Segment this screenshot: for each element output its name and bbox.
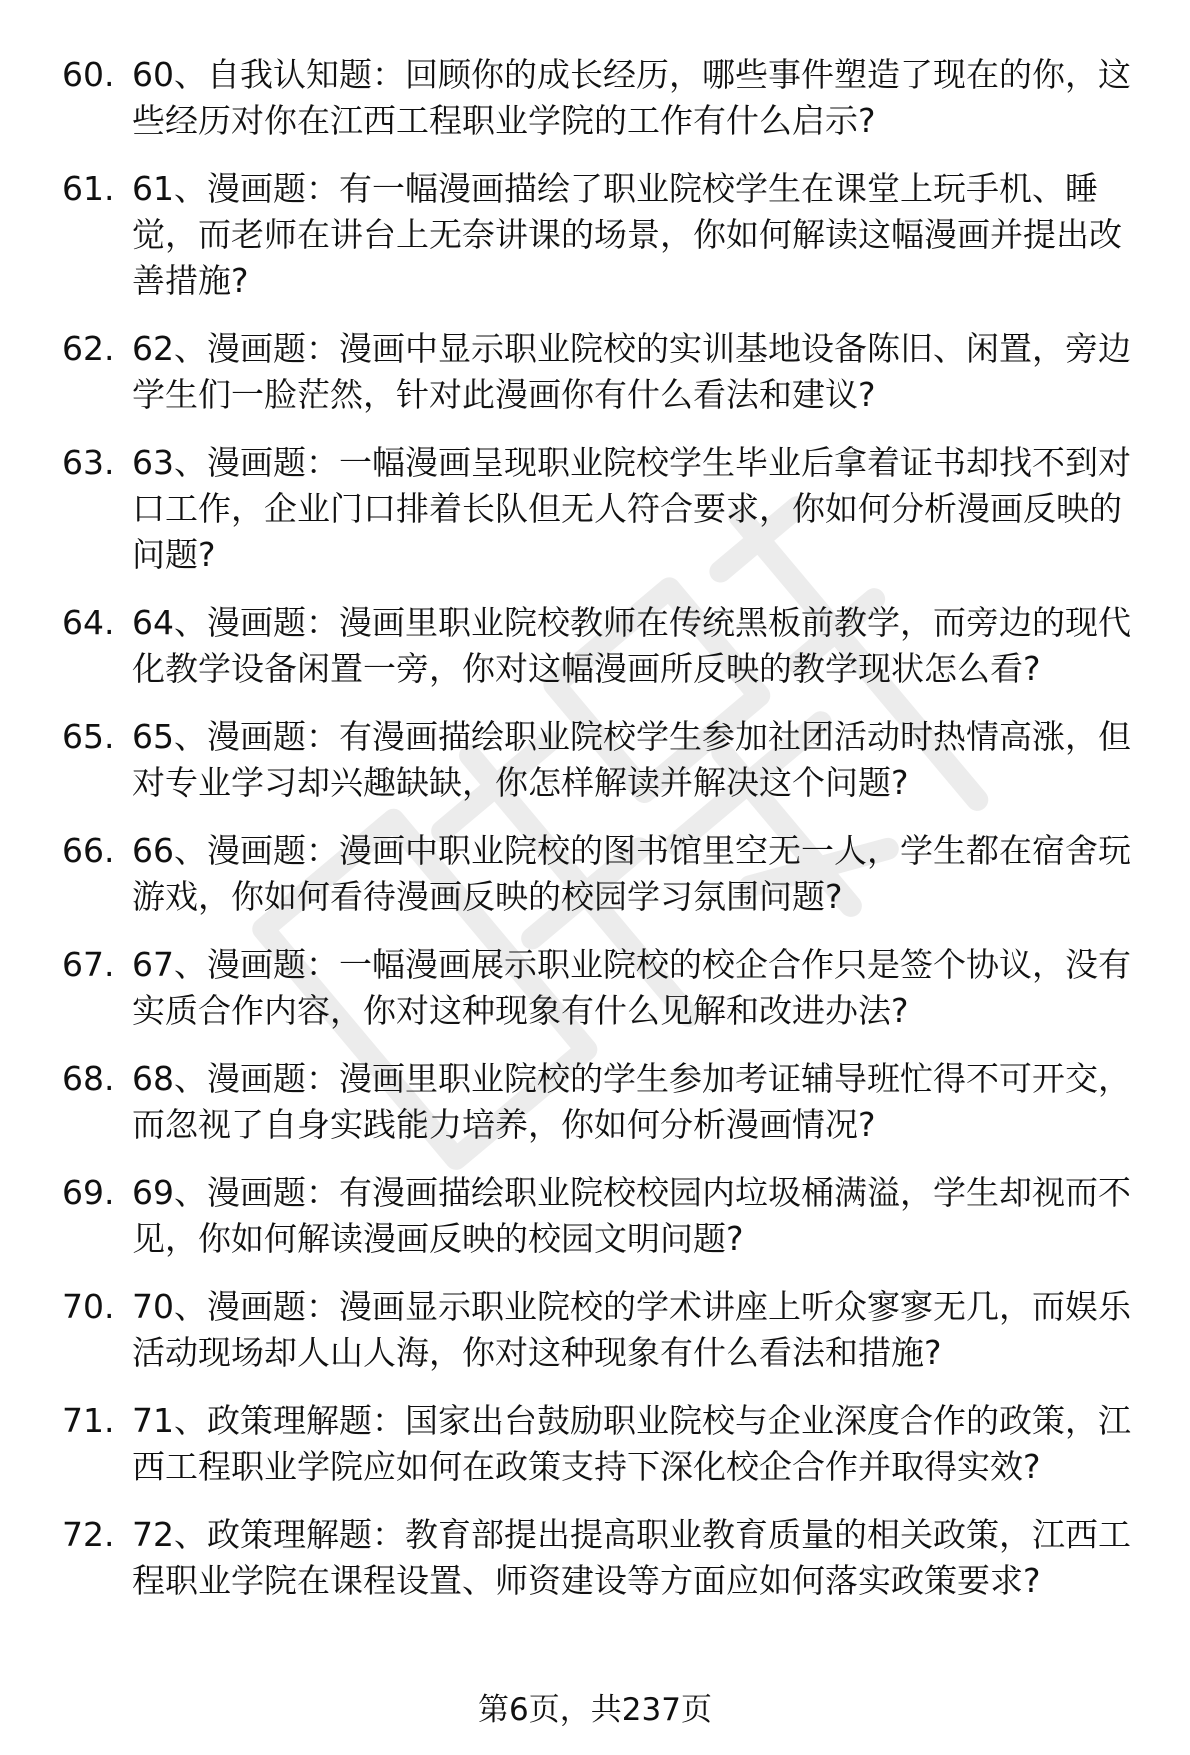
question-number: 66.	[62, 831, 115, 870]
question-text: 61、漫画题：有一幅漫画描绘了职业院校学生在课堂上玩手机、睡觉，而老师在讲台上无奈讲课的场景，你如何解读这幅漫画并提出改善措施?	[132, 169, 1122, 300]
question-text: 68、漫画题：漫画里职业院校的学生参加考证辅导班忙得不可开交，而忽视了自身实践能力培养，你如何分析漫画情况?	[132, 1059, 1131, 1144]
question-text: 71、政策理解题：国家出台鼓励职业院校与企业深度合作的政策，江西工程职业学院应如何在政策支持下深化校企合作并取得实效?	[132, 1401, 1131, 1486]
question-number: 70.	[62, 1287, 115, 1326]
question-text: 72、政策理解题：教育部提出提高职业教育质量的相关政策，江西工程职业学院在课程设置、师资建设等方面应如何落实政策要求?	[132, 1515, 1131, 1600]
question-item	[62, 326, 1152, 418]
question-text: 60、自我认知题：回顾你的成长经历，哪些事件塑造了现在的你，这些经历对你在江西工程职业学院的工作有什么启示?	[132, 55, 1131, 140]
question-text: 67、漫画题：一幅漫画展示职业院校的校企合作只是签个协议，没有实质合作内容，你对这种现象有什么见解和改进办法?	[132, 945, 1131, 1030]
question-number: 65.	[62, 717, 115, 756]
question-number: 69.	[62, 1173, 115, 1212]
page-number-footer: 第6页，共237页	[478, 1692, 712, 1728]
question-list	[62, 52, 1152, 1626]
question-item	[62, 52, 1152, 144]
question-number: 64.	[62, 603, 115, 642]
question-item	[62, 828, 1152, 920]
question-number: 62.	[62, 329, 115, 368]
question-number: 63.	[62, 443, 115, 482]
question-item	[62, 1284, 1152, 1376]
question-text: 64、漫画题：漫画里职业院校教师在传统黑板前教学，而旁边的现代化教学设备闲置一旁，你对这幅漫画所反映的教学现状怎么看?	[132, 603, 1131, 688]
question-number: 61.	[62, 169, 115, 208]
question-number: 68.	[62, 1059, 115, 1098]
question-number: 71.	[62, 1401, 115, 1440]
question-item	[62, 440, 1152, 578]
question-number: 67.	[62, 945, 115, 984]
question-text: 65、漫画题：有漫画描绘职业院校学生参加社团活动时热情高涨，但对专业学习却兴趣缺缺，你怎样解读并解决这个问题?	[132, 717, 1131, 802]
question-text: 70、漫画题：漫画显示职业院校的学术讲座上听众寥寥无几，而娱乐活动现场却人山人海，你对这种现象有什么看法和措施?	[132, 1287, 1131, 1372]
question-number: 72.	[62, 1515, 115, 1554]
question-item	[62, 714, 1152, 806]
question-item	[62, 1056, 1152, 1148]
question-text: 66、漫画题：漫画中职业院校的图书馆里空无一人，学生都在宿舍玩游戏，你如何看待漫画反映的校园学习氛围问题?	[132, 831, 1131, 916]
question-item	[62, 1512, 1152, 1604]
question-number: 60.	[62, 55, 115, 94]
question-item	[62, 600, 1152, 692]
question-item	[62, 1398, 1152, 1490]
question-text: 62、漫画题：漫画中显示职业院校的实训基地设备陈旧、闲置，旁边学生们一脸茫然，针对此漫画你有什么看法和建议?	[132, 329, 1131, 414]
question-text: 69、漫画题：有漫画描绘职业院校校园内垃圾桶满溢，学生却视而不见，你如何解读漫画反映的校园文明问题?	[132, 1173, 1131, 1258]
question-text: 63、漫画题：一幅漫画呈现职业院校学生毕业后拿着证书却找不到对口工作，企业门口排着长队但无人符合要求，你如何分析漫画反映的问题?	[132, 443, 1131, 574]
question-item	[62, 1170, 1152, 1262]
question-item	[62, 166, 1152, 304]
question-item	[62, 942, 1152, 1034]
